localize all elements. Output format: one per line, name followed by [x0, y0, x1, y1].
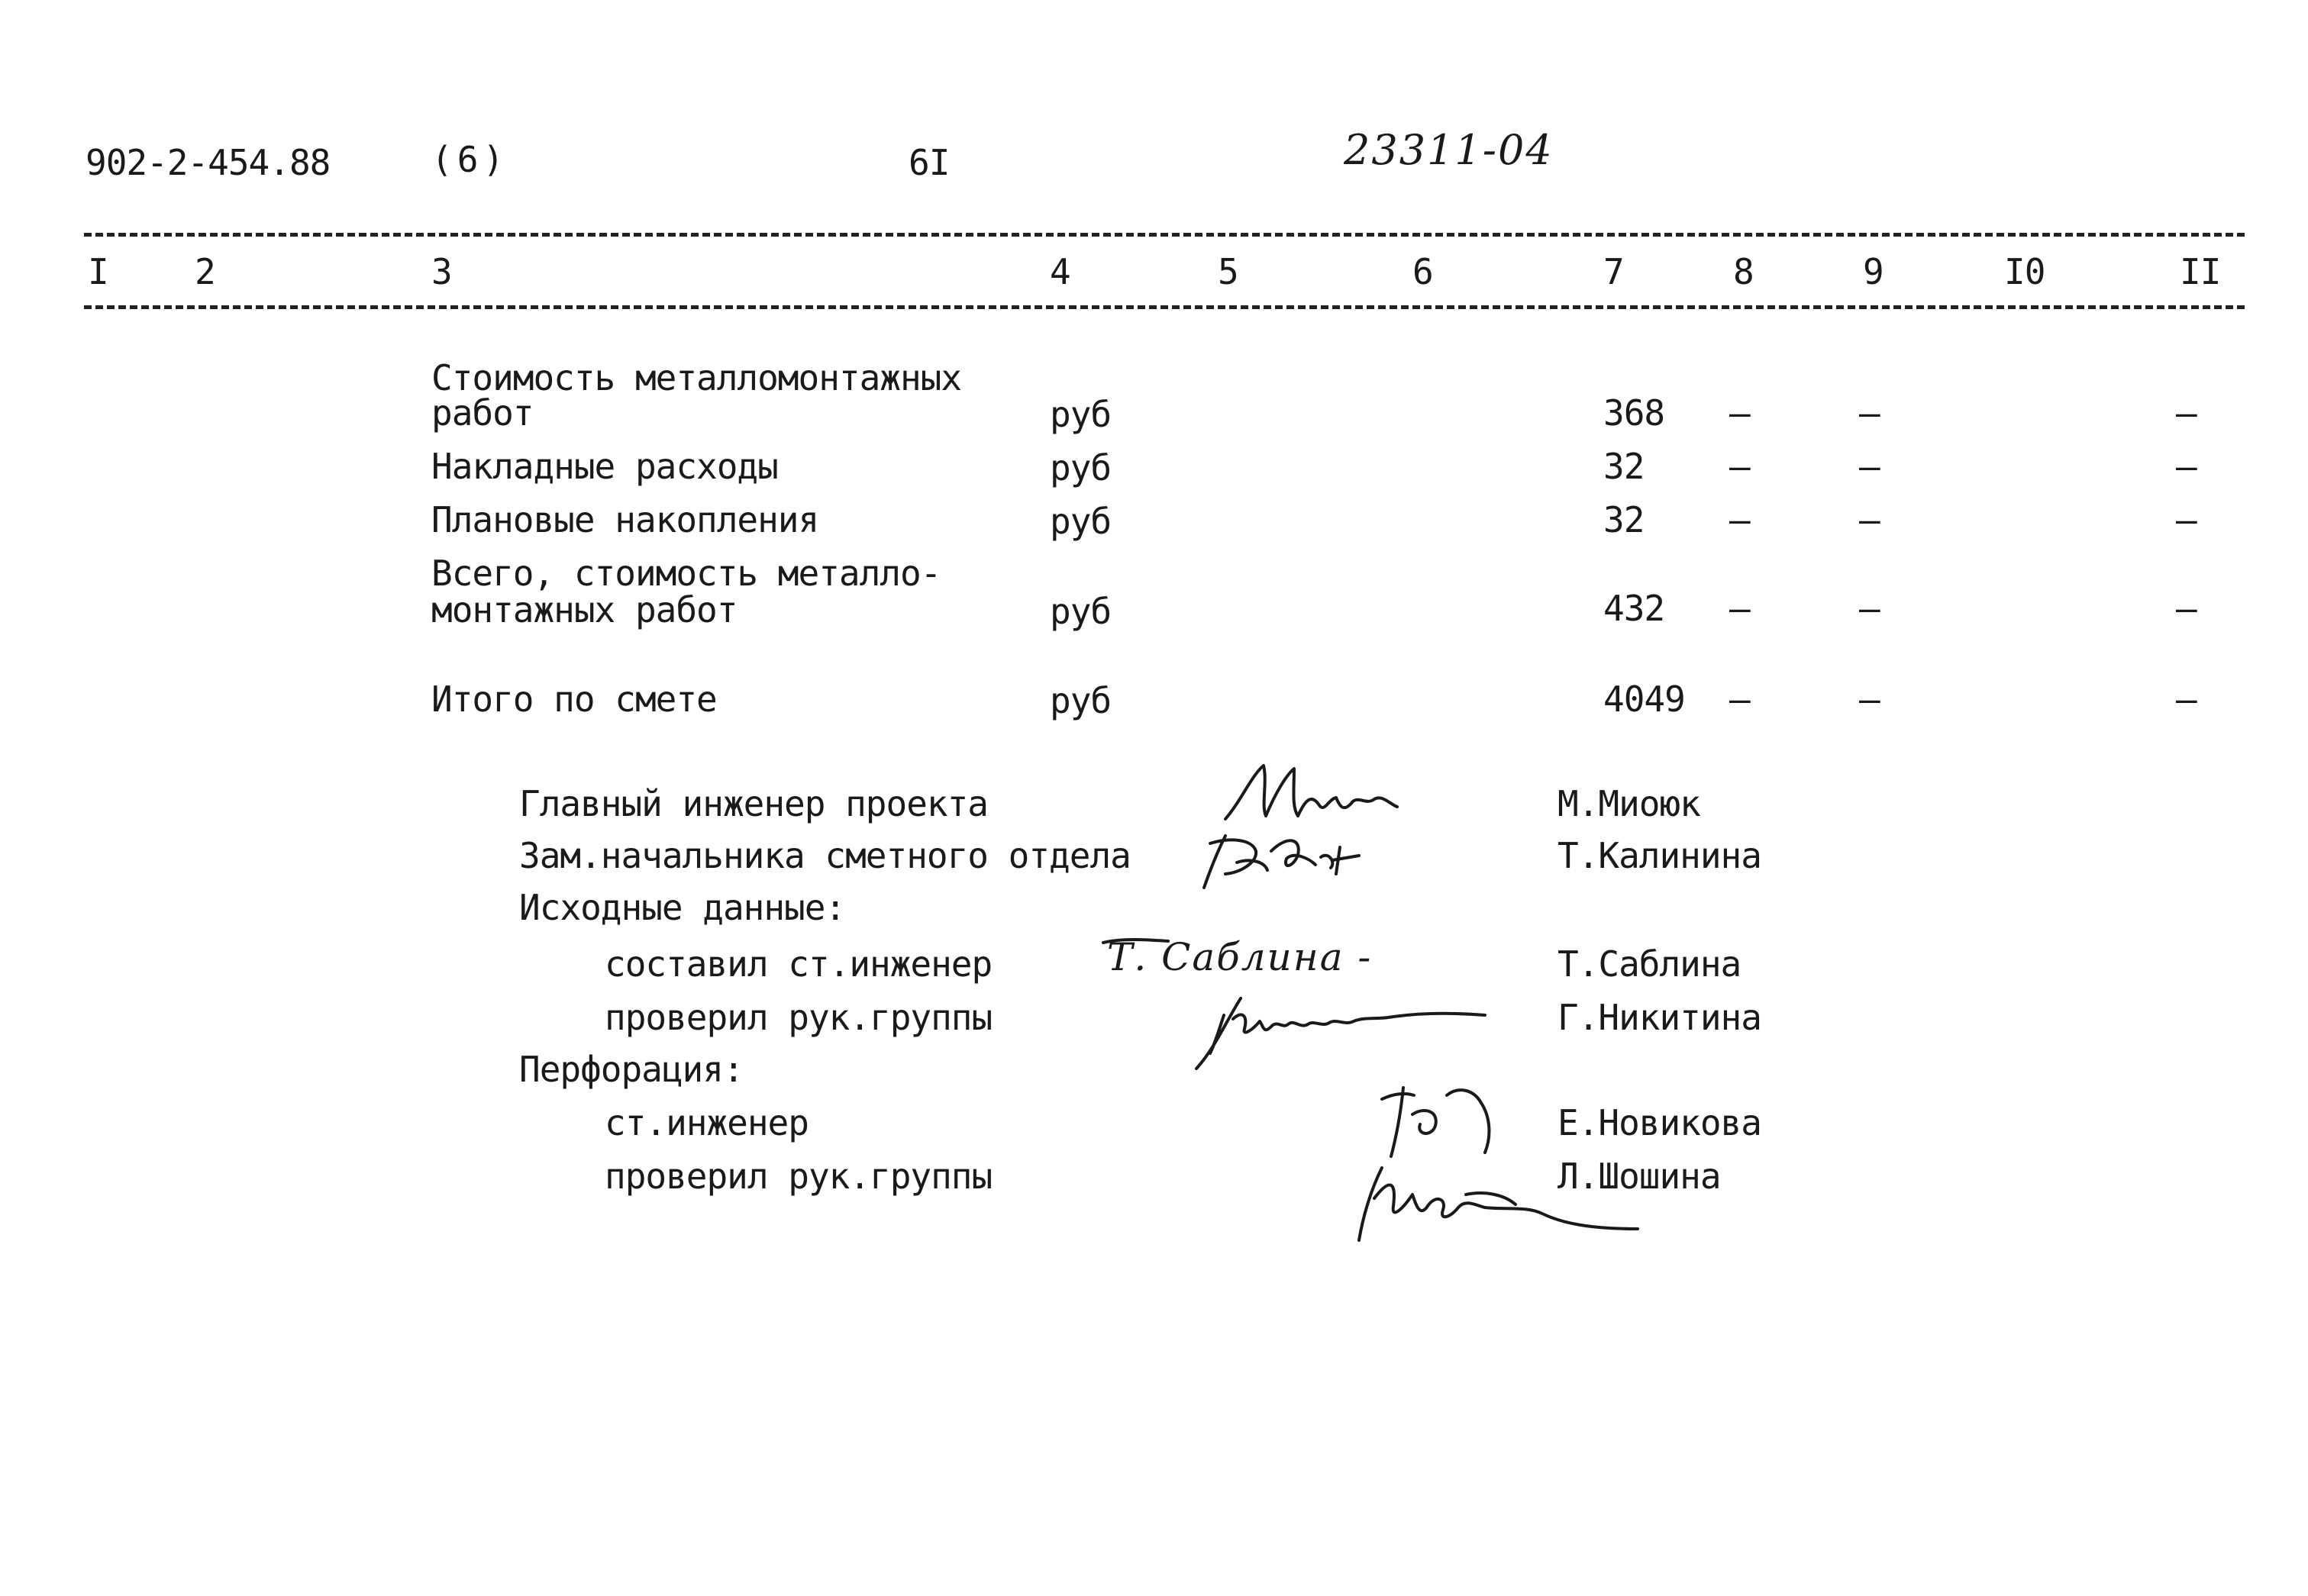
row-col9: – [1859, 499, 1880, 540]
signer-role: проверил рук.группы [605, 997, 993, 1038]
row-label-cont: монтажных работ [431, 589, 738, 630]
row-label: Плановые накопления [431, 499, 819, 540]
row-col7: 32 [1603, 446, 1645, 487]
signer-name: Е.Новикова [1557, 1102, 1761, 1143]
row-col11: – [2176, 499, 2197, 540]
total-col9: – [1859, 679, 1880, 720]
row-col11: – [2176, 392, 2197, 434]
column-7: 7 [1603, 251, 1624, 292]
signature-sablina-stroke [1099, 935, 1183, 966]
column-6: 6 [1412, 251, 1433, 292]
total-unit: руб [1050, 680, 1112, 721]
row-col7: 32 [1603, 499, 1645, 540]
album-number: (6) [431, 139, 509, 180]
row-label: Всего, стоимость металло- [431, 553, 941, 594]
signer-name: Т.Саблина [1557, 943, 1741, 985]
signer-role: Главный инженер проекта [519, 783, 988, 824]
signer-name: Т.Калинина [1557, 835, 1761, 876]
signer-role: составил ст.инженер [605, 943, 993, 985]
row-col9: – [1859, 392, 1880, 434]
column-1: I [88, 251, 108, 292]
row-label-cont: работ [431, 392, 534, 434]
signer-role: проверил рук.группы [605, 1156, 993, 1197]
total-col8: – [1729, 679, 1750, 720]
row-col8: – [1729, 499, 1750, 540]
header-rule-bottom [84, 305, 2245, 309]
total-col11: – [2176, 679, 2197, 720]
row-label: Накладные расходы [431, 446, 778, 487]
total-label: Итого по смете [431, 679, 717, 720]
column-5: 5 [1218, 251, 1238, 292]
signer-name: Л.Шошина [1557, 1156, 1721, 1197]
signer-name: М.Миоюк [1557, 783, 1700, 824]
signature-deputy-head [1195, 828, 1370, 897]
signature-nikitina [1187, 992, 1493, 1076]
signer-name: Г.Никитина [1557, 997, 1761, 1038]
total-col7: 4049 [1603, 679, 1685, 720]
column-10: I0 [2004, 251, 2045, 292]
row-col7: 432 [1603, 588, 1665, 629]
row-col7: 368 [1603, 392, 1665, 434]
signer-role: Зам.начальника сметного отдела [519, 835, 1131, 876]
column-9: 9 [1863, 251, 1884, 292]
row-col8: – [1729, 446, 1750, 487]
column-11: II [2180, 251, 2221, 292]
row-unit: руб [1050, 447, 1112, 488]
doc-code: 902-2-454.88 [86, 142, 331, 183]
row-col9: – [1859, 588, 1880, 629]
column-2: 2 [195, 251, 215, 292]
signature-shoshina [1351, 1153, 1641, 1252]
row-col11: – [2176, 588, 2197, 629]
signature-novikova [1367, 1080, 1512, 1164]
row-col11: – [2176, 446, 2197, 487]
column-3: 3 [431, 251, 452, 292]
row-col8: – [1729, 392, 1750, 434]
row-col8: – [1729, 588, 1750, 629]
row-label: Стоимость металломонтажных [431, 357, 962, 398]
row-col9: – [1859, 446, 1880, 487]
header-rule-top [84, 233, 2245, 237]
page-number: 6I [909, 142, 950, 183]
handwritten-inventory-code: 23311-04 [1344, 126, 1554, 174]
signer-role: ст.инженер [605, 1102, 809, 1143]
row-unit: руб [1050, 591, 1112, 632]
signature-chief-engineer [1222, 759, 1405, 828]
column-4: 4 [1050, 251, 1070, 292]
row-unit: руб [1050, 501, 1112, 542]
section-heading: Исходные данные: [519, 887, 846, 928]
section-heading: Перфорация: [519, 1049, 744, 1090]
column-8: 8 [1733, 251, 1754, 292]
row-unit: руб [1050, 394, 1112, 435]
handwritten-signature-text: Т. Саблина - [1107, 935, 1373, 979]
